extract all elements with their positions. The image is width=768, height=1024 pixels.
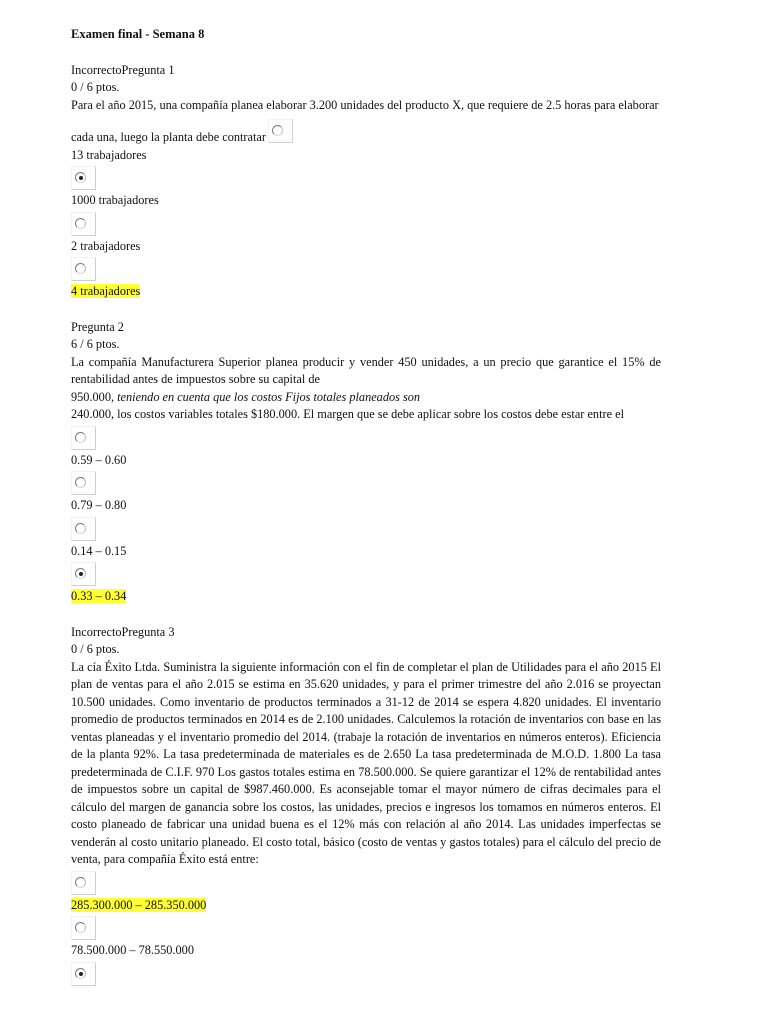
radio-q1-inline[interactable] <box>268 119 293 143</box>
radio-q2-option-2[interactable] <box>71 471 96 495</box>
exam-page <box>71 26 661 988</box>
q2-option-1: 0.59 – 0.60 <box>71 452 127 467</box>
radio-selected-dot-icon <box>79 176 83 180</box>
q1-radio-row-2 <box>71 210 661 238</box>
radio-ring-icon <box>75 523 86 534</box>
radio-selected-dot-icon <box>79 972 83 976</box>
radio-ring-icon <box>75 172 86 183</box>
radio-q3-option-2[interactable] <box>71 916 96 940</box>
radio-q1-option-4[interactable] <box>71 257 96 281</box>
radio-ring-icon <box>272 125 283 136</box>
radio-q2-option-1[interactable] <box>71 426 96 450</box>
q1-radio-row-1 <box>71 164 661 192</box>
q3-radio-row-1 <box>71 914 661 942</box>
q1-option-1: 13 trabajadores <box>71 147 147 162</box>
radio-q3-option-1[interactable] <box>71 871 96 895</box>
q2-radio-row-3 <box>71 560 661 588</box>
radio-q1-option-3[interactable] <box>71 212 96 236</box>
question-2 <box>71 319 661 606</box>
question-1 <box>71 62 661 301</box>
question-3-label: Pregunta 3 <box>121 624 175 639</box>
radio-ring-icon <box>75 218 86 229</box>
question-1-text-line1: Para el año 2015, una compañía planea elaborar 3.200 unidades del producto X, que requiere de 2.5 horas para elaborar <box>71 97 659 112</box>
question-2-score: 6 / 6 ptos. <box>71 337 120 351</box>
spacer <box>71 301 661 319</box>
radio-q3-option-3[interactable] <box>71 962 96 986</box>
radio-ring-icon <box>75 568 86 579</box>
q1-option-4 <box>71 283 661 301</box>
q2-radio-row-0 <box>71 424 661 452</box>
q3-radio-row-2 <box>71 960 661 988</box>
q1-correct-answer: 4 trabajadores <box>71 284 141 298</box>
q3-radio-row-0 <box>71 869 661 897</box>
radio-ring-icon <box>75 922 86 933</box>
q2-radio-row-2 <box>71 515 661 543</box>
q2-option-4 <box>71 588 661 606</box>
question-2-text-b <box>71 389 661 407</box>
q3-correct-answer: 285.300.000 – 285.350.000 <box>71 897 207 912</box>
question-2-text-c: 240.000, los costos variables totales $180.000. El margen que se debe aplicar sobre los costos debe estar entre el <box>71 407 624 421</box>
question-2-text-b-plain: 950.000, <box>71 389 118 404</box>
question-3-text: La cía Éxito Ltda. Suministra la siguiente información con el fin de completar el plan de Utilidades para el año 2015 El plan de ventas para el año 2.015 se estima en 35.620 unidades, y para el primer trimestre del año 2.016 se proyectan 10.500 unidades. Como inventario de productos terminados a 31-12 de 2014 se espera 4.820 unidades. El inventario promedio de productos terminados en 2014 es de 2.100 unidades. Calculemos la rotación de inventarios con base en las ventas planeadas y el inventario promedio del 2014. (trabaje la rotación de inventarios en números enteros). Eficiencia de la planta 92%. La tasa predeterminada de materiales es de 2.650 La tasa predeterminada de M.O.D. 1.800 La tasa predeterminada de C.I.F. 970 Los gastos totales estima en 78.500.000. Se quiere garantizar el 12% de rentabilidad antes de impuestos sobre un capital de $987.460.000. Es aconsejable tomar el mayor número de cifras decimales para el cálculo del margen de ganancia sobre los costos, las unidades, precios e ingresos los tomamos en números enteros. El costo planeado de fabricar una unidad buena es el 12% más con relación al año 2014. Las unidades imperfectas se venderán al costo unitario planeado. El costo total, básico (costo de ventas y gastos totales) para el cálculo del precio de venta, para compañía Éxito está entre: <box>71 659 661 866</box>
q1-option-2: 1000 trabajadores <box>71 193 159 207</box>
q2-option-3: 0.14 – 0.15 <box>71 543 127 558</box>
question-3-status: Incorrecto <box>71 624 122 639</box>
radio-q2-option-4[interactable] <box>71 562 96 586</box>
q3-option-1 <box>71 897 661 915</box>
question-3-header <box>71 624 661 642</box>
radio-q1-option-2[interactable] <box>71 166 96 190</box>
radio-selected-dot-icon <box>79 572 83 576</box>
question-3 <box>71 624 661 988</box>
q2-correct-answer: 0.33 – 0.34 <box>71 589 127 603</box>
page-title: Examen final - Semana 8 <box>71 27 205 41</box>
question-2-label: Pregunta 2 <box>71 319 124 334</box>
radio-ring-icon <box>75 263 86 274</box>
question-1-label: Pregunta 1 <box>121 62 175 77</box>
radio-ring-icon <box>75 968 86 979</box>
radio-ring-icon <box>75 432 86 443</box>
question-1-score: 0 / 6 ptos. <box>71 80 120 94</box>
radio-ring-icon <box>75 877 86 888</box>
question-3-score: 0 / 6 ptos. <box>71 642 120 656</box>
radio-q2-option-3[interactable] <box>71 517 96 541</box>
question-1-header <box>71 62 661 80</box>
q2-radio-row-1 <box>71 469 661 497</box>
radio-ring-icon <box>75 477 86 488</box>
q1-option-3: 2 trabajadores <box>71 238 141 253</box>
question-1-text-line2-span: cada una, luego la planta debe contratar <box>71 130 266 144</box>
question-1-status: Incorrecto <box>71 62 122 77</box>
question-1-text-line2 <box>71 117 661 147</box>
question-2-text-b-italic: teniendo en cuenta que los costos Fijos totales planeados son <box>117 389 421 404</box>
q1-radio-row-3 <box>71 255 661 283</box>
q3-option-2: 78.500.000 – 78.550.000 <box>71 943 194 957</box>
q2-option-2: 0.79 – 0.80 <box>71 498 127 512</box>
question-2-text-a: La compañía Manufacturera Superior planea producir y vender 450 unidades, a un precio que garantice el 15% de rentabilidad antes de impuestos sobre su capital de <box>71 354 661 386</box>
spacer <box>71 606 661 624</box>
